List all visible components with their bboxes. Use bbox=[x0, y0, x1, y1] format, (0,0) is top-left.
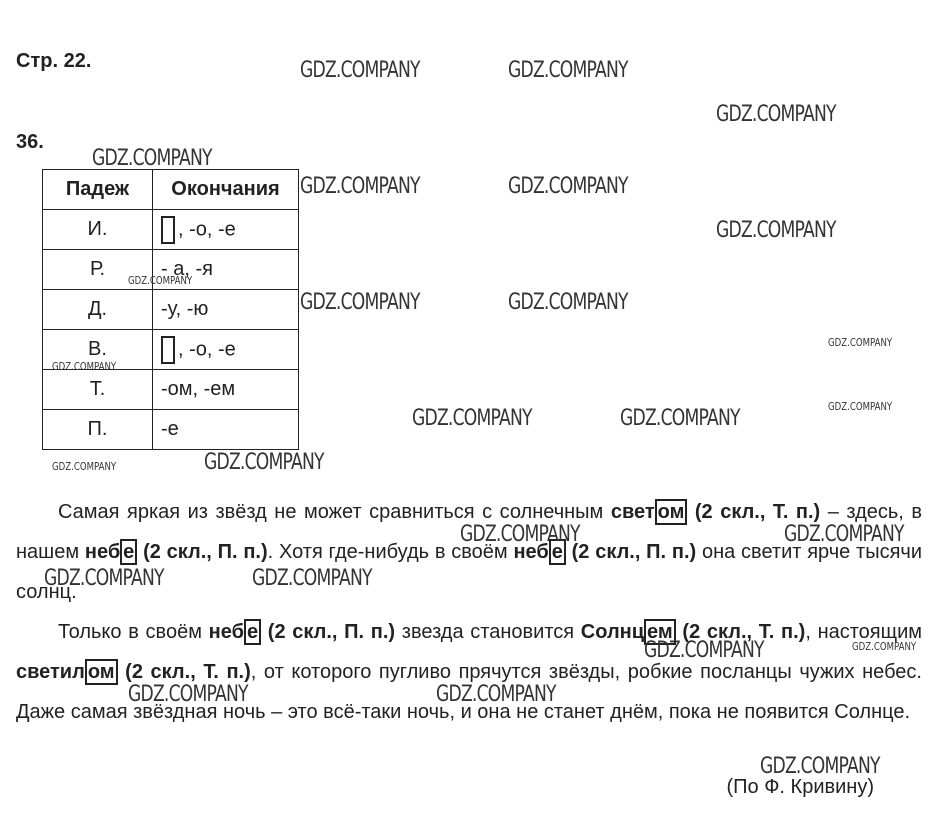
watermark: GDZ.COMPANY bbox=[716, 102, 836, 127]
ending-box: е bbox=[244, 619, 261, 645]
watermark: GDZ.COMPANY bbox=[760, 754, 880, 779]
header-case: Падеж bbox=[43, 170, 153, 210]
watermark: GDZ.COMPANY bbox=[252, 566, 372, 591]
table-row bbox=[43, 370, 299, 410]
watermark: GDZ.COMPANY bbox=[300, 58, 420, 83]
watermark: GDZ.COMPANY bbox=[92, 146, 212, 171]
watermark: GDZ.COMPANY bbox=[828, 400, 893, 413]
endings-text: -е bbox=[161, 418, 179, 440]
watermark: GDZ.COMPANY bbox=[508, 174, 628, 199]
watermark: GDZ.COMPANY bbox=[784, 522, 904, 547]
endings-text: , -о, -е bbox=[178, 217, 236, 240]
table-row bbox=[43, 210, 299, 250]
case-cell: Т. bbox=[43, 370, 153, 410]
endings-table bbox=[42, 169, 299, 450]
exercise-number: 36. bbox=[16, 131, 44, 153]
case-cell: В. bbox=[43, 330, 153, 370]
watermark: GDZ.COMPANY bbox=[52, 360, 117, 373]
watermark: GDZ.COMPANY bbox=[300, 290, 420, 315]
paragraph-2: Только в своём неб е (2 скл., П. п.) звезда становится Солнц ем (2 скл., Т. п.), настоящим светил ом (2 скл., Т. п.), от которого пугливо прячутся звёзды, робкие посланцы чужих небес. Даже самая звёздная ночь – это всё-таки ночь, и она не станет днём, пока не появится Солнце. bbox=[16, 621, 923, 723]
ending-box: ом bbox=[655, 499, 688, 525]
ending-box: ем bbox=[644, 619, 676, 645]
endings-cell bbox=[153, 370, 299, 410]
watermark: GDZ.COMPANY bbox=[204, 450, 324, 475]
watermark: GDZ.COMPANY bbox=[620, 406, 740, 431]
watermark: GDZ.COMPANY bbox=[128, 274, 193, 287]
endings-text: , -о, -е bbox=[178, 337, 236, 360]
ending-box: ом bbox=[85, 659, 118, 685]
watermark: GDZ.COMPANY bbox=[508, 58, 628, 83]
watermark: GDZ.COMPANY bbox=[300, 174, 420, 199]
watermark: GDZ.COMPANY bbox=[412, 406, 532, 431]
header-endings: Окончания bbox=[153, 170, 299, 210]
watermark: GDZ.COMPANY bbox=[828, 336, 893, 349]
endings-text: -у, -ю bbox=[161, 298, 209, 320]
endings-cell bbox=[153, 210, 299, 250]
watermark: GDZ.COMPANY bbox=[128, 682, 248, 707]
zero-ending-box bbox=[161, 336, 175, 364]
ending-box: е bbox=[120, 539, 137, 565]
source-attribution: (По Ф. Кривину) bbox=[726, 776, 874, 798]
endings-text: - а, -я bbox=[161, 258, 213, 280]
watermark: GDZ.COMPANY bbox=[52, 460, 117, 473]
watermark: GDZ.COMPANY bbox=[436, 682, 556, 707]
watermark: GDZ.COMPANY bbox=[460, 522, 580, 547]
endings-text: -ом, -ем bbox=[161, 378, 236, 400]
case-cell: Р. bbox=[43, 250, 153, 290]
endings-cell bbox=[153, 410, 299, 450]
case-cell: И. bbox=[43, 210, 153, 250]
paragraph-1: Самая яркая из звёзд не может сравниться с солнечным свет ом (2 скл., Т. п.) – здесь, в нашем неб е (2 скл., П. п.). Хотя где-нибудь в своём неб е (2 скл., П. п.) она светит ярче тысячи солнц. bbox=[16, 501, 922, 603]
watermark: GDZ.COMPANY bbox=[508, 290, 628, 315]
table-row bbox=[43, 290, 299, 330]
case-cell: П. bbox=[43, 410, 153, 450]
watermark: GDZ.COMPANY bbox=[644, 638, 764, 663]
endings-cell bbox=[153, 290, 299, 330]
endings-cell bbox=[153, 330, 299, 370]
ending-box: е bbox=[549, 539, 566, 565]
watermark: GDZ.COMPANY bbox=[716, 218, 836, 243]
watermark: GDZ.COMPANY bbox=[852, 640, 917, 653]
zero-ending-box bbox=[161, 216, 175, 244]
watermark: GDZ.COMPANY bbox=[44, 566, 164, 591]
page-header: Стр. 22. bbox=[16, 50, 92, 72]
table-row bbox=[43, 410, 299, 450]
case-cell: Д. bbox=[43, 290, 153, 330]
